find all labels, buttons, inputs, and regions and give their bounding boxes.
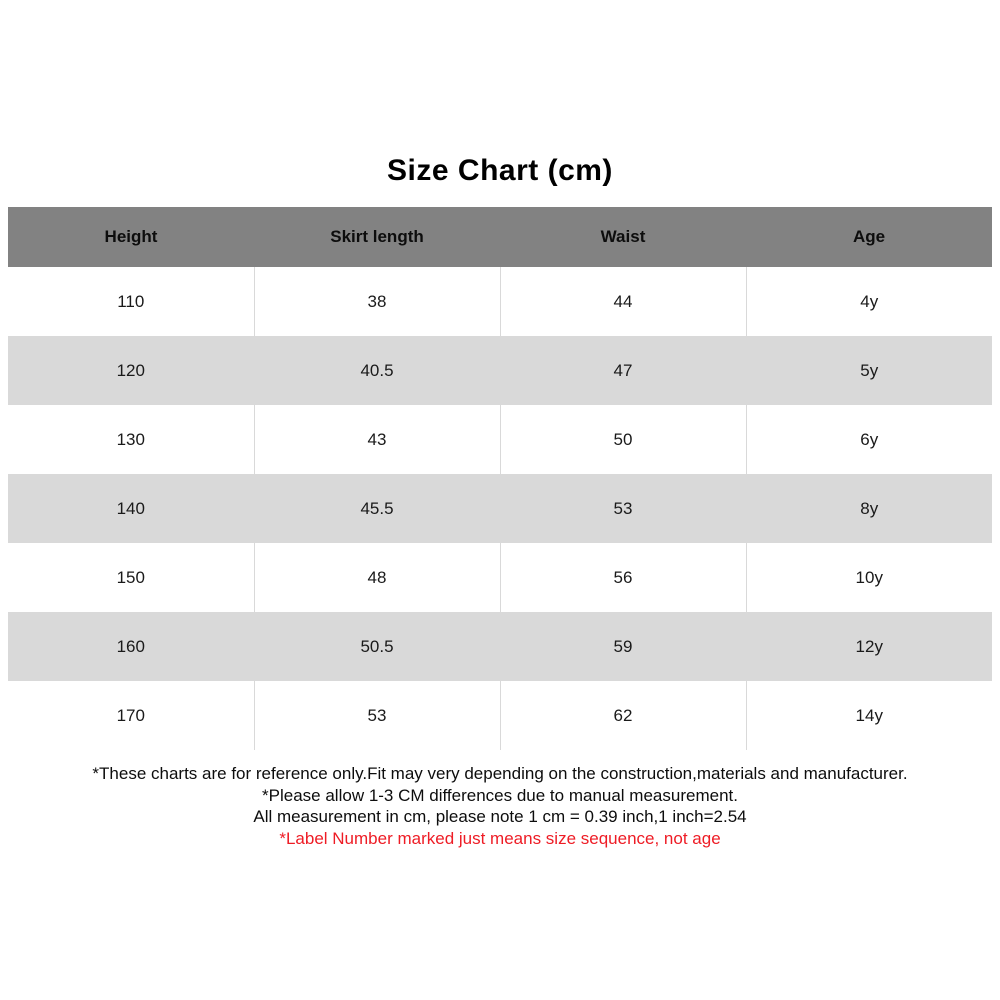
cell-skirt-length: 50.5 <box>254 612 500 681</box>
cell-age: 4y <box>746 267 992 336</box>
table-row <box>8 543 992 612</box>
cell-skirt-length: 53 <box>254 681 500 750</box>
cell-waist: 47 <box>500 336 746 405</box>
cell-age: 5y <box>746 336 992 405</box>
cell-age: 10y <box>746 543 992 612</box>
footnote-unit-conversion: All measurement in cm, please note 1 cm = 0.39 inch,1 inch=2.54 <box>253 807 747 826</box>
cell-waist: 44 <box>500 267 746 336</box>
column-header-skirt-length: Skirt length <box>254 207 500 267</box>
cell-skirt-length: 43 <box>254 405 500 474</box>
cell-skirt-length: 48 <box>254 543 500 612</box>
column-header-waist: Waist <box>500 207 746 267</box>
table-header-row <box>8 207 992 267</box>
cell-waist: 62 <box>500 681 746 750</box>
column-header-age: Age <box>746 207 992 267</box>
page-title: Size Chart (cm) <box>387 154 613 187</box>
cell-height: 110 <box>8 267 254 336</box>
footnote-reference-only: *These charts are for reference only.Fit may very depending on the construction,materials and manufacturer. <box>92 764 908 783</box>
footnote-label-number-warning: *Label Number marked just means size sequence, not age <box>279 828 721 848</box>
table-row <box>8 681 992 750</box>
footnotes <box>0 763 1000 849</box>
column-header-height: Height <box>8 207 254 267</box>
cell-height: 140 <box>8 474 254 543</box>
cell-waist: 56 <box>500 543 746 612</box>
table-row <box>8 612 992 681</box>
cell-height: 170 <box>8 681 254 750</box>
table-row <box>8 474 992 543</box>
cell-age: 8y <box>746 474 992 543</box>
cell-skirt-length: 45.5 <box>254 474 500 543</box>
cell-age: 12y <box>746 612 992 681</box>
cell-waist: 53 <box>500 474 746 543</box>
cell-skirt-length: 40.5 <box>254 336 500 405</box>
cell-waist: 59 <box>500 612 746 681</box>
cell-height: 160 <box>8 612 254 681</box>
table-row <box>8 336 992 405</box>
cell-height: 120 <box>8 336 254 405</box>
cell-height: 130 <box>8 405 254 474</box>
table-row <box>8 267 992 336</box>
cell-height: 150 <box>8 543 254 612</box>
cell-age: 6y <box>746 405 992 474</box>
cell-skirt-length: 38 <box>254 267 500 336</box>
table-row <box>8 405 992 474</box>
footnote-measurement-tolerance: *Please allow 1-3 CM differences due to manual measurement. <box>262 785 738 805</box>
size-chart-table <box>8 207 992 750</box>
cell-age: 14y <box>746 681 992 750</box>
cell-waist: 50 <box>500 405 746 474</box>
